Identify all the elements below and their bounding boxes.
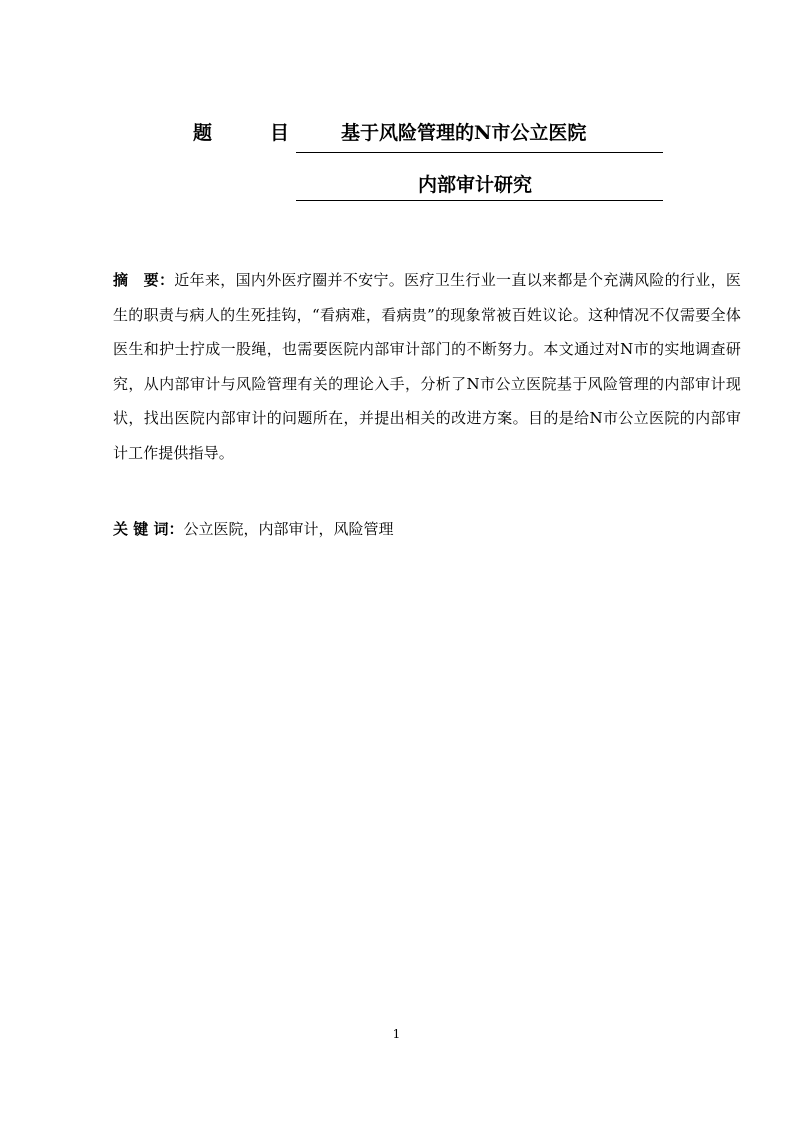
title-text-line-1: 基于风险管理的N市公立医院 — [341, 122, 587, 144]
abstract-label: 摘 要： — [113, 271, 175, 289]
title-text-line-2: 内部审计研究 — [418, 174, 533, 196]
title-label-mu: 目 — [270, 122, 290, 144]
title-line-1 — [296, 118, 663, 153]
title-label-ti: 题 — [193, 122, 213, 144]
page-number: 1 — [392, 1027, 401, 1041]
keywords-text: 公立医院，内部审计，风险管理 — [183, 520, 394, 538]
keywords — [113, 515, 741, 543]
abstract — [113, 263, 741, 471]
keywords-label: 关 键 词： — [113, 520, 184, 538]
title-line-2 — [296, 166, 663, 201]
abstract-text: 近年来，国内外医疗圈并不安宁。医疗卫生行业一直以来都是个充满风险的行业，医生的职责与病人的生死挂钩，“看病难，看病贵”的现象常被百姓议论。这种情况不仅需要全体医生和护士拧成一股绳，也需要医院内部审计部门的不断努力。本文通过对N市的实地调查研究，从内部审计与风险管理有关的理论入手，分析了N市公立医院基于风险管理的内部审计现状，找出医院内部审计的问题所在，并提出相关的改进方案。目的是给N市公立医院的内部审计工作提供指导。 — [113, 271, 741, 462]
